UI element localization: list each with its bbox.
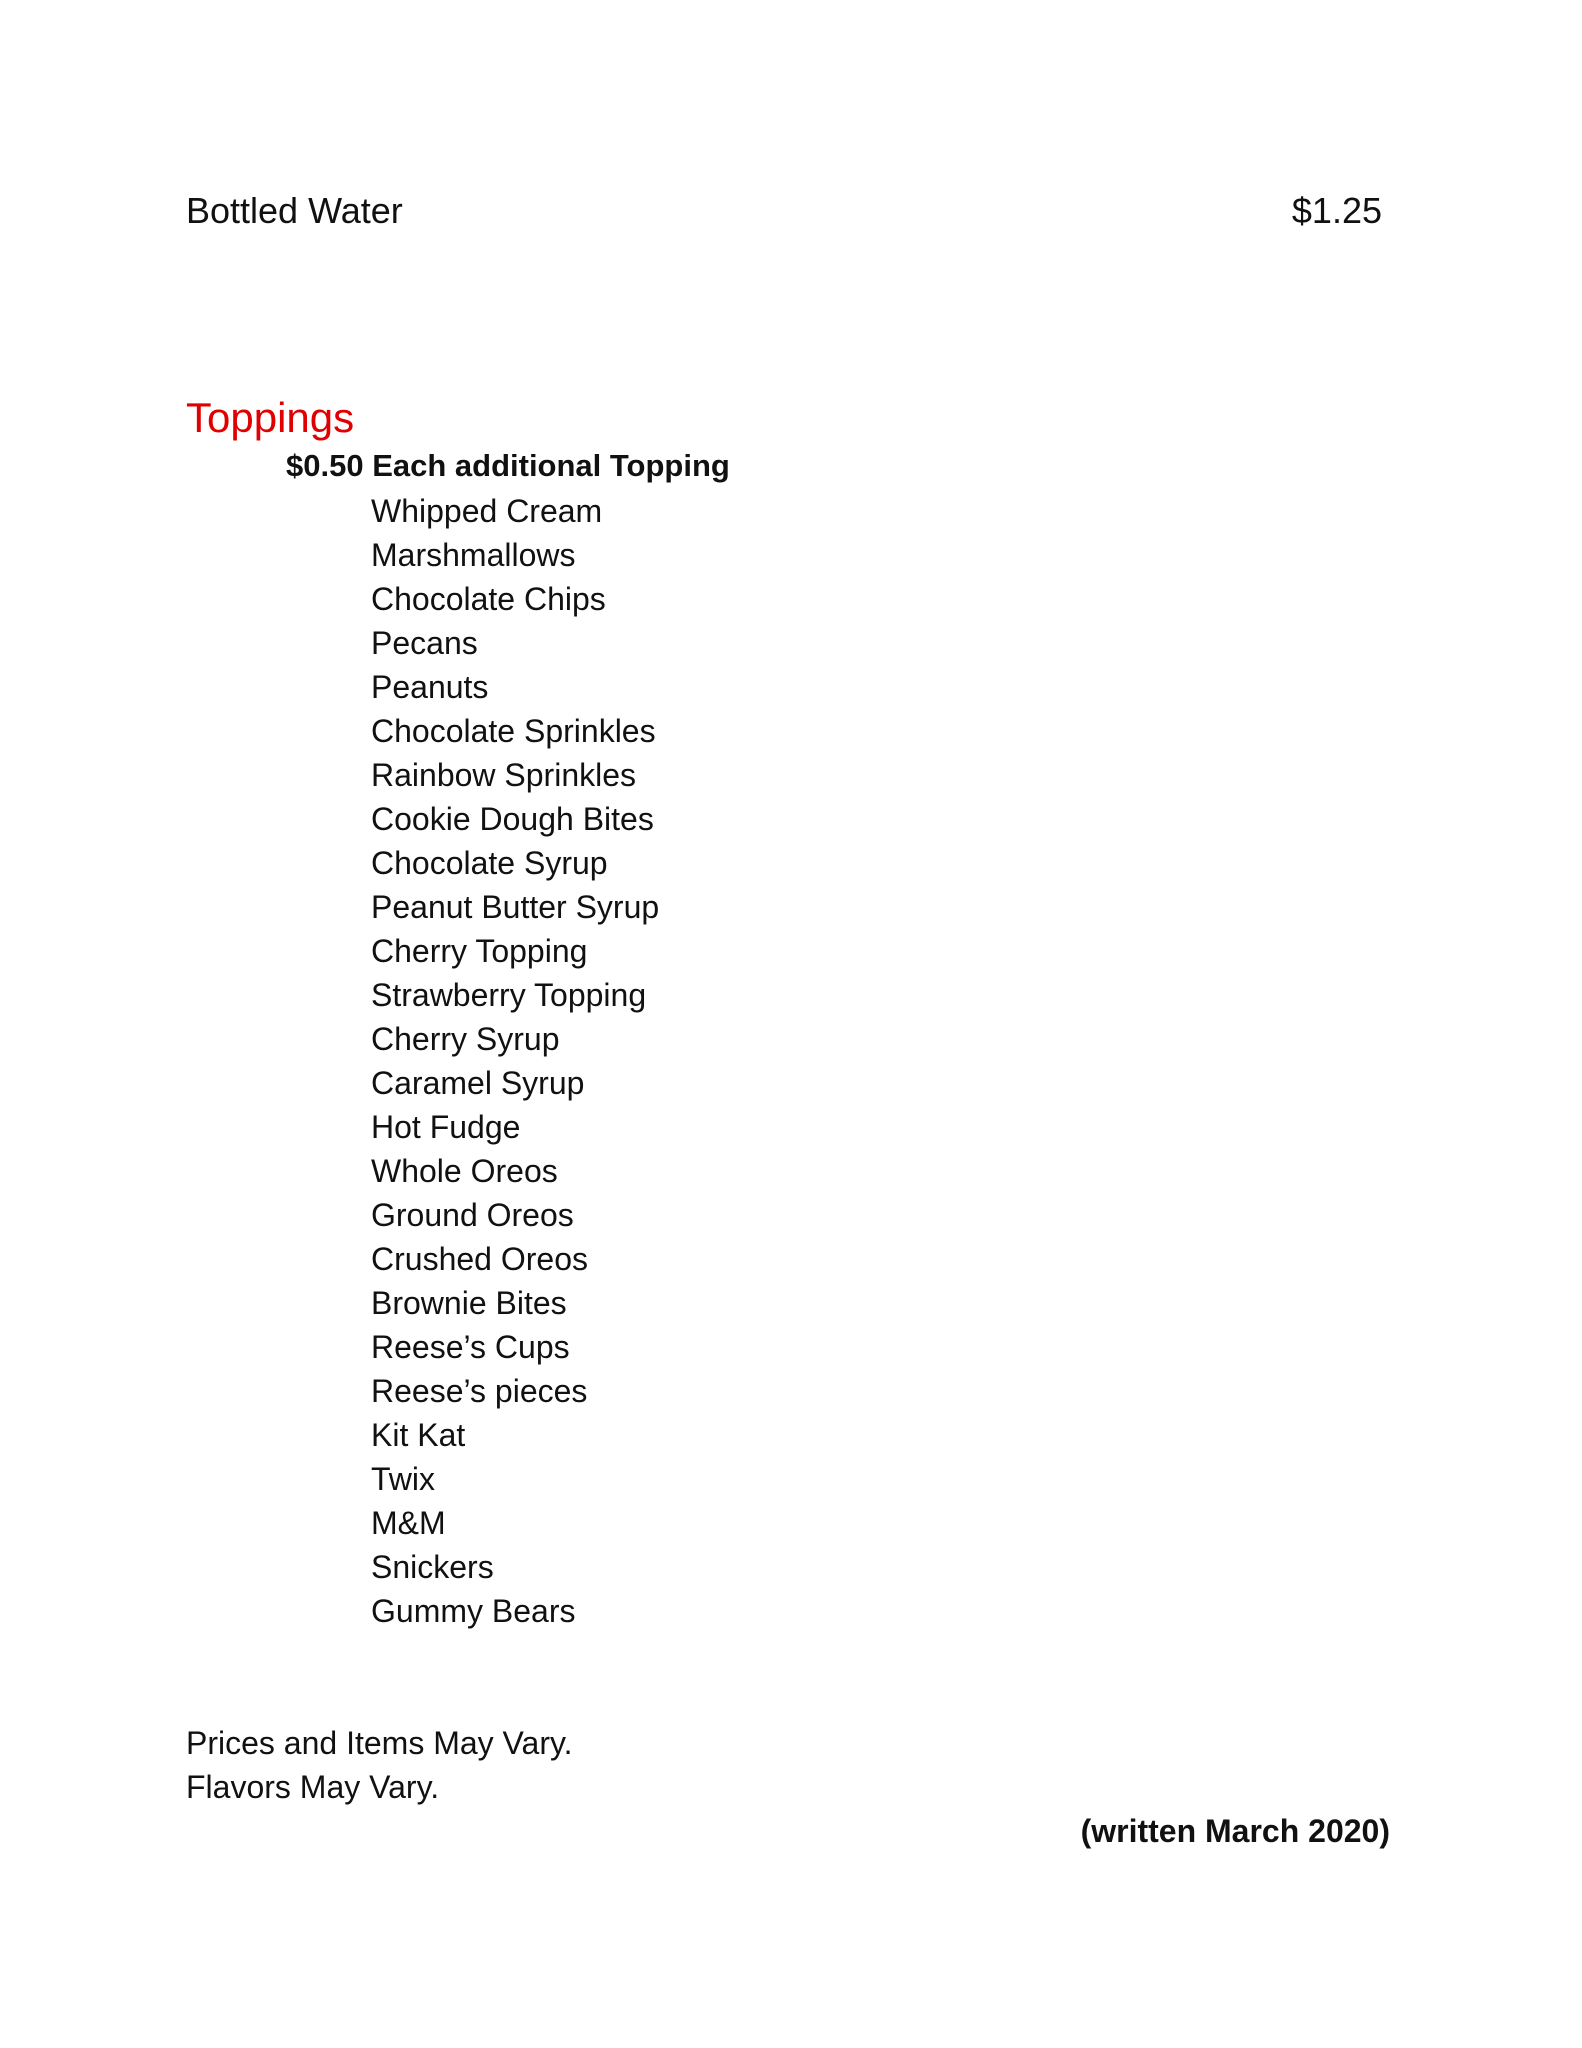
menu-notes [186, 1721, 572, 1809]
topping-item: Reese’s Cups [371, 1329, 570, 1365]
topping-item: Strawberry Topping [371, 977, 647, 1013]
topping-item: Crushed Oreos [371, 1241, 588, 1277]
topping-item: Rainbow Sprinkles [371, 757, 637, 793]
topping-item: Chocolate Chips [371, 581, 606, 617]
toppings-heading: Toppings [186, 394, 355, 441]
topping-item: Caramel Syrup [371, 1065, 585, 1101]
topping-item: Pecans [371, 625, 478, 661]
topping-item: Hot Fudge [371, 1109, 521, 1145]
topping-item: Snickers [371, 1549, 494, 1585]
topping-item: Marshmallows [371, 537, 576, 573]
topping-item: Cherry Syrup [371, 1021, 560, 1057]
topping-item: Peanut Butter Syrup [371, 889, 660, 925]
topping-item: Reese’s pieces [371, 1373, 588, 1409]
note-prices: Prices and Items May Vary. [186, 1725, 573, 1761]
topping-item: Chocolate Sprinkles [371, 713, 656, 749]
topping-item: Whipped Cream [371, 493, 603, 529]
topping-item: M&M [371, 1505, 446, 1541]
toppings-price-note: $0.50 Each additional Topping [286, 448, 730, 483]
item-name: Bottled Water [186, 190, 403, 231]
menu-item-bottled-water [186, 186, 1382, 236]
toppings-list [371, 489, 659, 1633]
item-price: $1.25 [1291, 190, 1382, 231]
topping-item: Brownie Bites [371, 1285, 567, 1321]
topping-item: Whole Oreos [371, 1153, 558, 1189]
note-flavors: Flavors May Vary. [186, 1769, 440, 1805]
topping-item: Cherry Topping [371, 933, 588, 969]
topping-item: Ground Oreos [371, 1197, 574, 1233]
topping-item: Kit Kat [371, 1417, 466, 1453]
topping-item: Cookie Dough Bites [371, 801, 654, 837]
topping-item: Chocolate Syrup [371, 845, 608, 881]
topping-item: Twix [371, 1461, 435, 1497]
written-date-note: (written March 2020) [1080, 1813, 1390, 1849]
topping-item: Gummy Bears [371, 1593, 576, 1629]
topping-item: Peanuts [371, 669, 489, 705]
